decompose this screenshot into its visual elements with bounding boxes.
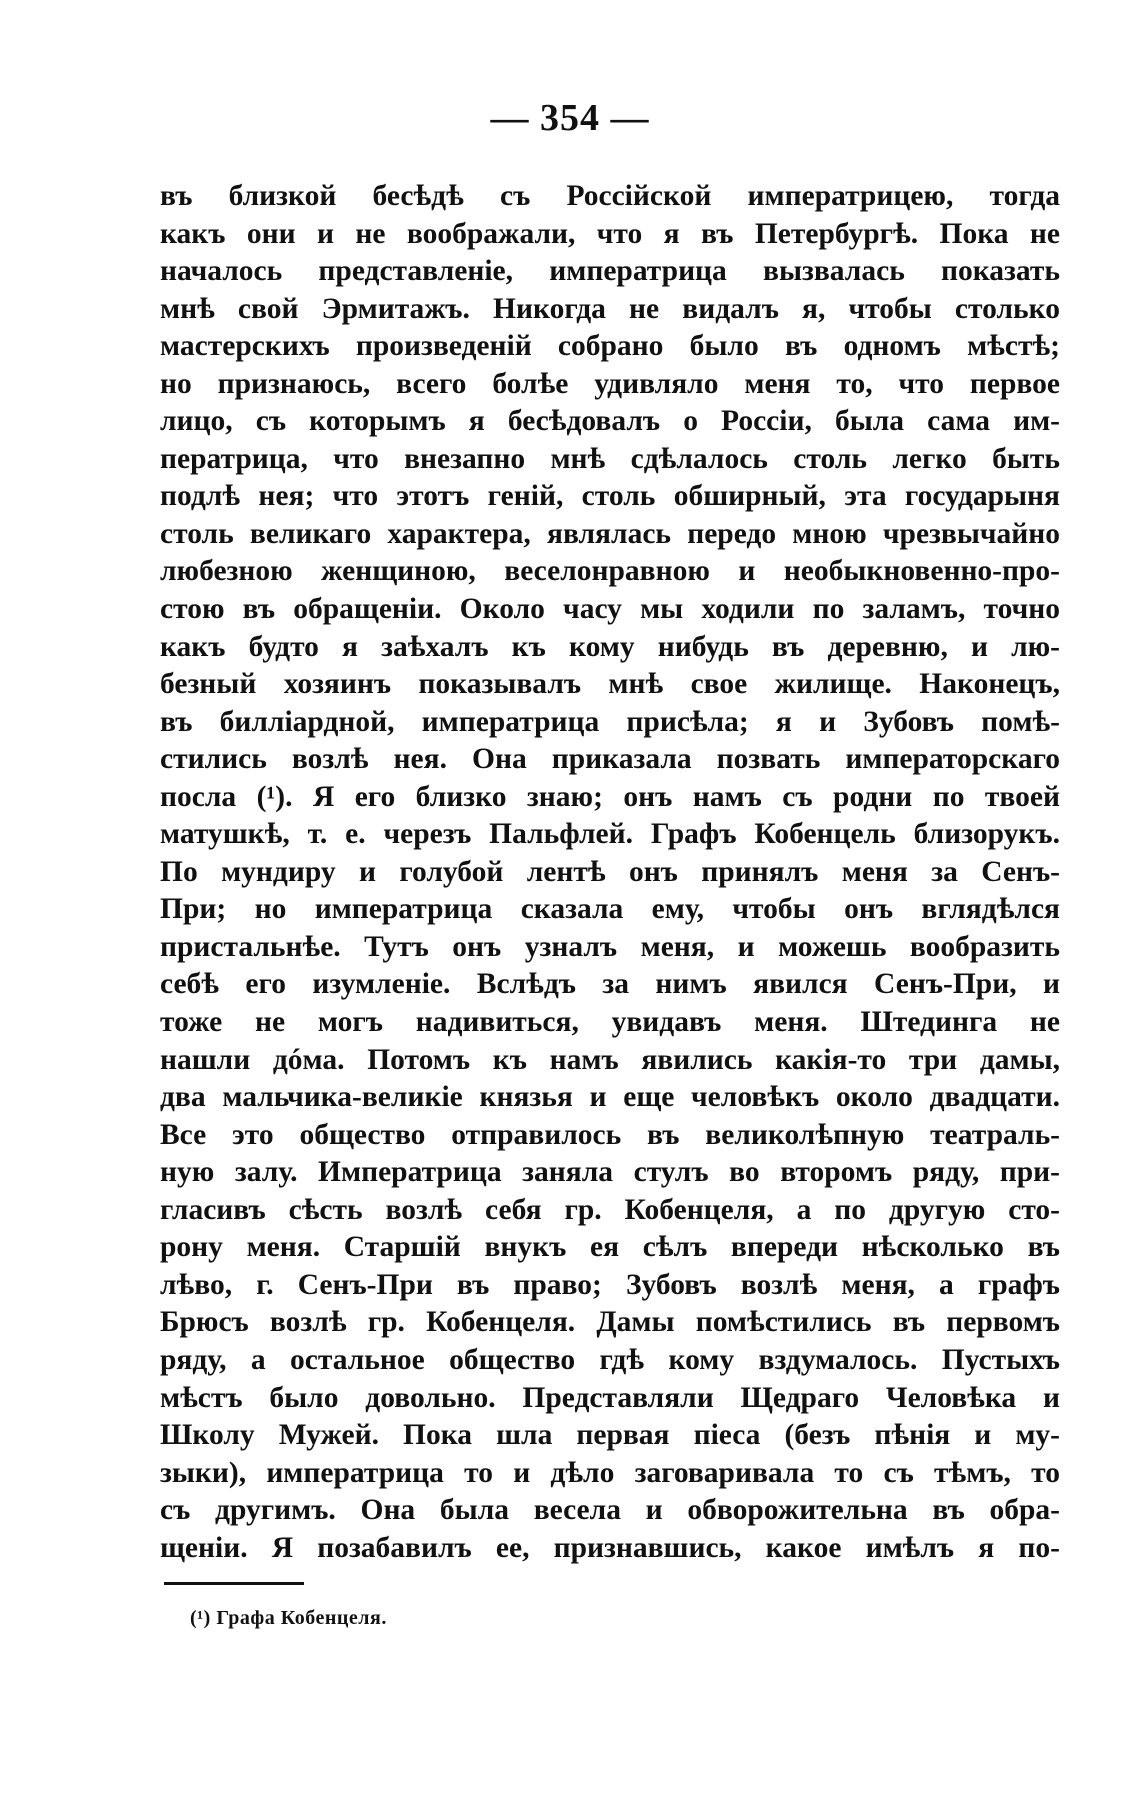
text-line: Школу Мужей. Пока шла первая піеса (безъ пѣнія и му-	[160, 1419, 1060, 1452]
text-line: стою въ обращеніи. Около часу мы ходили по заламъ, точно	[160, 593, 1060, 626]
text-line: рону меня. Старшій внукъ ея сѣлъ впереди нѣсколько въ	[160, 1231, 1060, 1264]
text-line: щеніи. Я позабавилъ ее, признавшись, какое имѣлъ я по-	[160, 1531, 1060, 1564]
text-line: но признаюсь, всего болѣе удивляло меня то, что первое	[160, 367, 1060, 400]
text-line: подлѣ нея; что этотъ геній, столь обширный, эта государыня	[160, 480, 1060, 513]
text-line: лѣво, г. Сенъ-При въ право; Зубовъ возлѣ меня, а графъ	[160, 1268, 1060, 1301]
text-line: ператрица, что внезапно мнѣ сдѣлалось столь легко быть	[160, 442, 1060, 475]
text-line: столь великаго характера, являлась передо мною чрезвычайно	[160, 517, 1060, 550]
text-line: ную залу. Императрица заняла стулъ во второмъ ряду, при-	[160, 1156, 1060, 1189]
text-line: пристальнѣе. Тутъ онъ узналъ меня, и можешь вообразить	[160, 930, 1060, 963]
page-number: — 354 —	[490, 97, 650, 139]
text-line: лицо, съ которымъ я бесѣдовалъ о Россіи, была сама им-	[160, 405, 1060, 438]
text-line: При; но императрица сказала ему, чтобы онъ вглядѣлся	[160, 893, 1060, 926]
text-line: какъ будто я заѣхалъ къ кому нибудь въ деревню, и лю-	[160, 630, 1060, 663]
text-line: Все это общество отправилось въ великолѣпную театраль-	[160, 1118, 1060, 1151]
footnote-divider	[164, 1582, 304, 1585]
text-line: Брюсъ возлѣ гр. Кобенцеля. Дамы помѣстились въ первомъ	[160, 1306, 1060, 1339]
text-line: любезною женщиною, веселонравною и необыкновенно-про-	[160, 555, 1060, 588]
text-line: матушкѣ, т. е. черезъ Пальфлей. Графъ Кобенцель близорукъ.	[160, 818, 1060, 851]
text-line: въ билліардной, императрица присѣла; я и Зубовъ помѣ-	[160, 705, 1060, 738]
text-line: По мундиру и голубой лентѣ онъ принялъ меня за Сенъ-	[160, 855, 1060, 888]
text-line: тоже не могъ надивиться, увидавъ меня. Штединга не	[160, 1006, 1060, 1039]
text-line: стились возлѣ нея. Она приказала позвать императорскаго	[160, 743, 1060, 776]
text-line: два мальчика-великіе князья и еще человѣкъ около двадцати.	[160, 1081, 1060, 1114]
text-line: посла (¹). Я его близко знаю; онъ намъ съ родни по твоей	[160, 780, 1060, 813]
footnote	[190, 1607, 387, 1630]
text-line: какъ они и не воображали, что я въ Петербургѣ. Пока не	[160, 217, 1060, 250]
text-line: мастерскихъ произведеній собрано было въ одномъ мѣстѣ;	[160, 330, 1060, 363]
text-line: безный хозяинъ показывалъ мнѣ свое жилище. Наконецъ,	[160, 668, 1060, 701]
text-line: ряду, а остальное общество гдѣ кому вздумалось. Пустыхъ	[160, 1343, 1060, 1376]
text-line: нашли дóма. Потомъ къ намъ явились какія-то три дамы,	[160, 1043, 1060, 1076]
footnote-text: Графа Кобенцеля.	[216, 1607, 387, 1629]
text-line: въ близкой бесѣдѣ съ Россійской императрицею, тогда	[160, 180, 1060, 212]
text-line: себѣ его изумленіе. Вслѣдъ за нимъ явился Сенъ-При, и	[160, 968, 1060, 1001]
text-line: зыки), императрица то и дѣло заговаривала то съ тѣмъ, то	[160, 1456, 1060, 1489]
text-line: гласивъ сѣсть возлѣ себя гр. Кобенцеля, а по другую сто-	[160, 1193, 1060, 1226]
body-text	[160, 178, 1060, 1567]
text-line: началось представленіе, императрица вызвалась показать	[160, 255, 1060, 288]
text-line: съ другимъ. Она была весела и обворожительна въ обра-	[160, 1494, 1060, 1527]
footnote-marker: (¹)	[190, 1607, 211, 1629]
text-line: мѣстъ было довольно. Представляли Щедраго Человѣка и	[160, 1381, 1060, 1414]
text-line: мнѣ свой Эрмитажъ. Никогда не видалъ я, чтобы столько	[160, 292, 1060, 325]
